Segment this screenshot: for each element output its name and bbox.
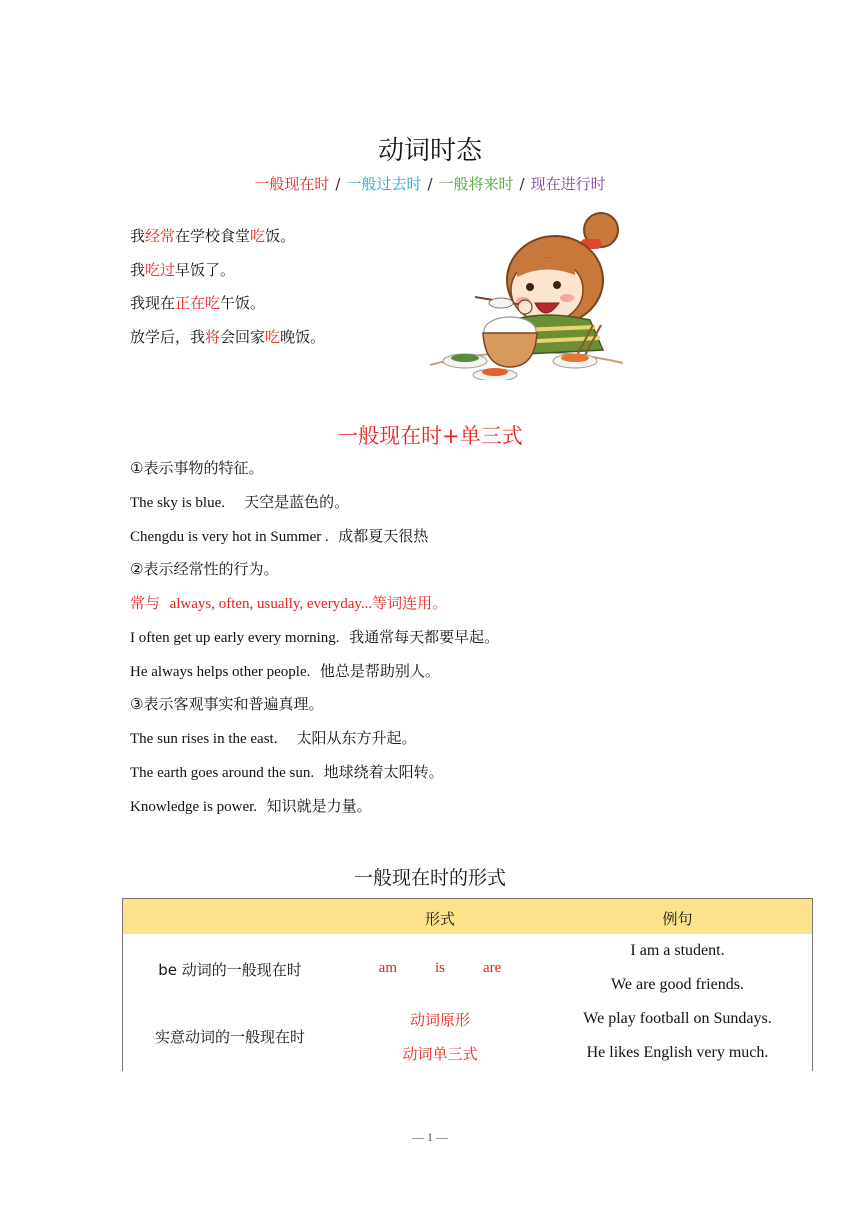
example-en: The earth goes around the sun. bbox=[130, 765, 315, 781]
page-title: 动词时态 bbox=[377, 136, 482, 166]
example-cn: 天空是蓝色的。 bbox=[244, 493, 350, 511]
tense-past-simple: 一般过去时 bbox=[346, 175, 422, 193]
separator: / bbox=[335, 175, 341, 193]
highlight: 吃 bbox=[250, 227, 266, 245]
example-cell: We are good friends. bbox=[611, 976, 744, 993]
header-cell: 形式 bbox=[424, 910, 455, 928]
example-cell: He likes English very much. bbox=[586, 1044, 769, 1061]
example-cell: We play football on Sundays. bbox=[583, 1010, 772, 1027]
form-third-person: 动词单三式 bbox=[402, 1045, 478, 1063]
tense-present-simple: 一般现在时 bbox=[254, 175, 330, 193]
tense-future-simple: 一般将来时 bbox=[438, 175, 514, 193]
form-is: is bbox=[435, 960, 446, 976]
row-label: 实意动词的一般现在时 bbox=[154, 1028, 305, 1046]
example-en: The sky is blue. bbox=[130, 495, 225, 511]
point-2-heading: ②表示经常性的行为。 bbox=[130, 560, 279, 578]
example-en: The sun rises in the east. bbox=[130, 731, 278, 747]
text: 放学后，我 bbox=[130, 328, 206, 346]
separator: / bbox=[427, 175, 433, 193]
text: 会回家 bbox=[220, 328, 266, 346]
table-title: 一般现在时的形式 bbox=[353, 867, 506, 889]
page-number: — 1 — bbox=[412, 1130, 448, 1144]
text: 我 bbox=[130, 261, 146, 279]
note-text: 等词连用。 bbox=[372, 594, 448, 612]
example-cn: 太阳从东方升起。 bbox=[296, 729, 417, 747]
text: 我现在 bbox=[130, 294, 176, 312]
intro-line-4 bbox=[130, 326, 325, 347]
intro-line-1 bbox=[130, 225, 295, 246]
note-keywords: always, often, usually, everyday... bbox=[169, 596, 373, 612]
example-en: Knowledge is power. bbox=[130, 799, 258, 815]
highlight: 经常 bbox=[145, 227, 176, 245]
form-are: are bbox=[483, 960, 502, 976]
example-en: Chengdu is very hot in Summer . bbox=[130, 529, 329, 545]
be-forms bbox=[337, 960, 543, 977]
example-line bbox=[130, 525, 428, 546]
intro-line-2 bbox=[130, 259, 235, 280]
example-cn: 地球绕着太阳转。 bbox=[323, 763, 444, 781]
tense-present-continuous: 现在进行时 bbox=[530, 175, 606, 193]
highlight: 吃过 bbox=[145, 261, 176, 279]
form-base-verb: 动词原形 bbox=[409, 1011, 470, 1029]
example-en: I often get up early every morning. bbox=[130, 630, 340, 646]
example-line bbox=[130, 491, 349, 512]
example-cn: 我通常每天都要早起。 bbox=[349, 628, 500, 646]
section-title: 一般现在时+单三式 bbox=[337, 424, 523, 448]
text: 饭。 bbox=[265, 227, 296, 245]
form-am: am bbox=[378, 960, 397, 976]
text: 我 bbox=[130, 227, 146, 245]
example-cell: I am a student. bbox=[630, 942, 725, 959]
text: 在学校食堂 bbox=[175, 227, 251, 245]
row-label: be 动词的一般现在时 bbox=[158, 961, 302, 979]
separator: / bbox=[519, 175, 525, 193]
example-line bbox=[130, 795, 372, 816]
table-header bbox=[123, 899, 812, 934]
tense-list bbox=[0, 173, 860, 194]
usage-note bbox=[130, 592, 447, 613]
example-cn: 他总是帮助别人。 bbox=[319, 662, 440, 680]
example-line bbox=[130, 761, 444, 782]
example-line bbox=[130, 727, 417, 748]
text: 晚饭。 bbox=[280, 328, 326, 346]
point-1-heading: ①表示事物的特征。 bbox=[130, 459, 264, 477]
example-line bbox=[130, 660, 440, 681]
girl-eating-illustration bbox=[425, 205, 630, 380]
forms-table bbox=[122, 898, 813, 1071]
highlight: 正在吃 bbox=[175, 294, 221, 312]
highlight: 将 bbox=[205, 328, 221, 346]
highlight: 吃 bbox=[265, 328, 281, 346]
point-3-heading: ③表示客观事实和普遍真理。 bbox=[130, 695, 324, 713]
example-en: He always helps other people. bbox=[130, 664, 311, 680]
example-cn: 知识就是力量。 bbox=[266, 797, 372, 815]
example-cn: 成都夏天很热 bbox=[338, 527, 429, 545]
text: 午饭。 bbox=[220, 294, 266, 312]
example-line bbox=[130, 626, 499, 647]
note-text: 常与 bbox=[130, 594, 161, 612]
text: 早饭了。 bbox=[175, 261, 236, 279]
intro-line-3 bbox=[130, 292, 265, 313]
header-cell: 例句 bbox=[662, 910, 693, 928]
